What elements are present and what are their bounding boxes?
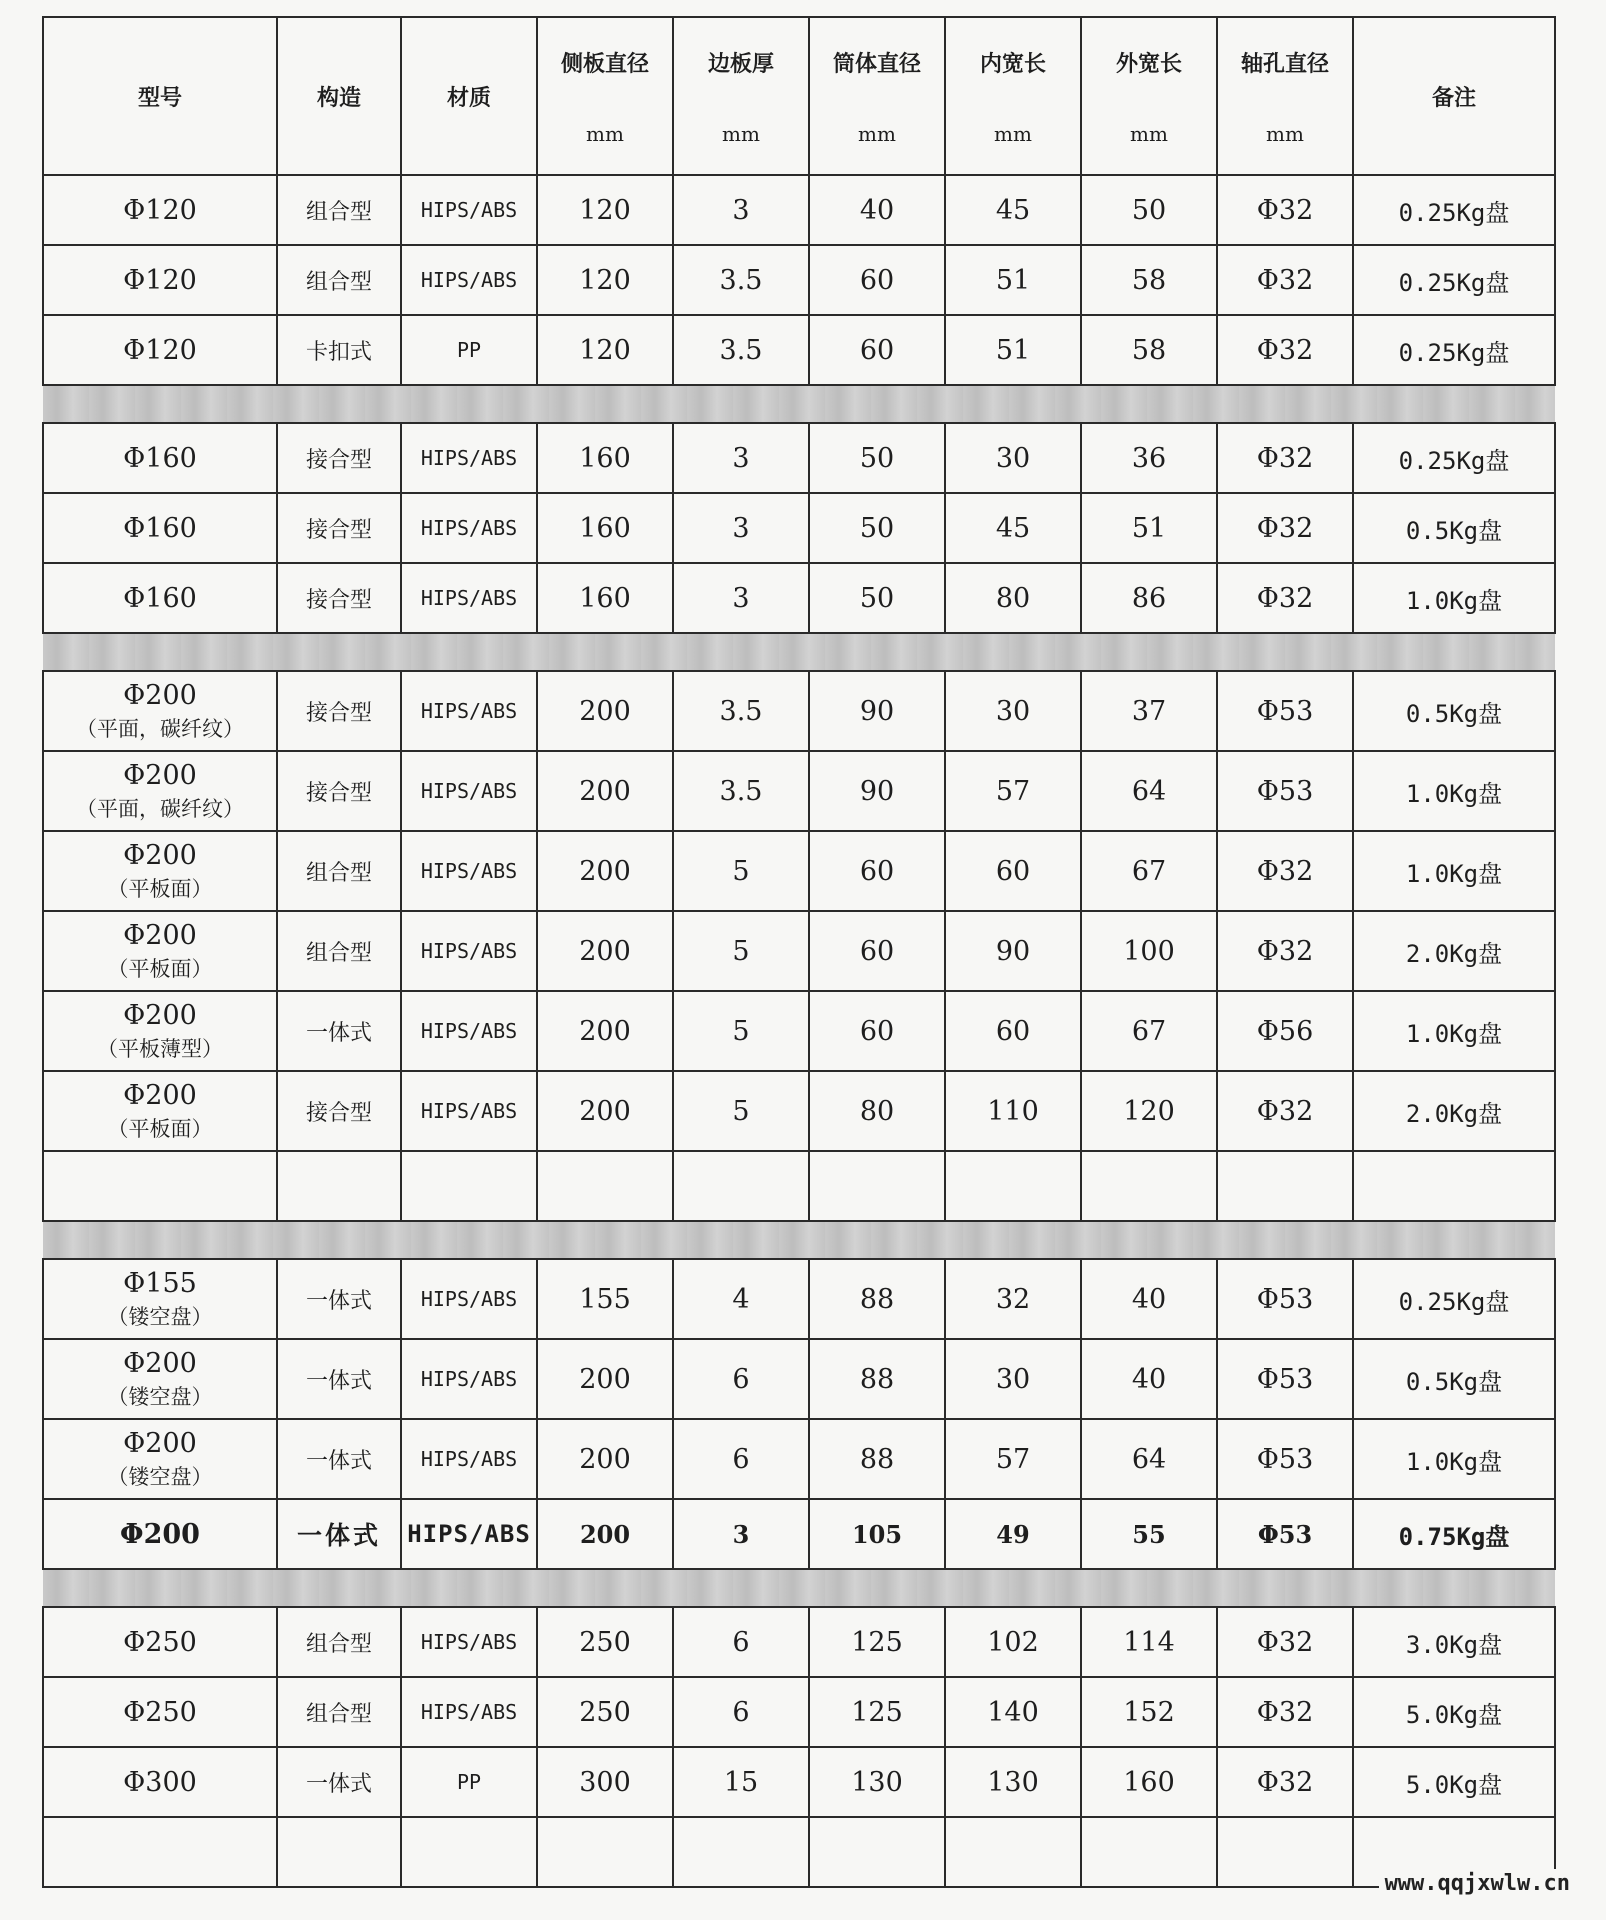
- cell-barrel-diameter: 60: [809, 911, 945, 991]
- header-barrel-diameter: 筒体直径 mm: [809, 17, 945, 175]
- cell-note: 0.75Kg盘: [1353, 1499, 1555, 1569]
- cell-material: HIPS/ABS: [401, 245, 537, 315]
- separator-band: [43, 1221, 1555, 1259]
- cell-side-thickness: 3.5: [673, 671, 809, 751]
- cell-shaft-hole: Φ32: [1217, 1607, 1353, 1677]
- cell-side-diameter: 200: [537, 1419, 673, 1499]
- cell-material: HIPS/ABS: [401, 911, 537, 991]
- cell-structure: 一体式: [277, 1259, 401, 1339]
- cell-outer-width: 100: [1081, 911, 1217, 991]
- cell-inner-width: 130: [945, 1747, 1081, 1817]
- blank-cell: [809, 1817, 945, 1887]
- cell-side-diameter: 120: [537, 245, 673, 315]
- cell-side-thickness: 3: [673, 493, 809, 563]
- table-row: [43, 831, 1555, 911]
- model-sub-label: （平板面）: [107, 1116, 213, 1141]
- cell-note: 1.0Kg盘: [1353, 831, 1555, 911]
- cell-model: [43, 245, 277, 315]
- cell-side-diameter: 160: [537, 493, 673, 563]
- cell-barrel-diameter: 50: [809, 423, 945, 493]
- model-label: Φ200: [123, 1427, 197, 1459]
- cell-inner-width: 32: [945, 1259, 1081, 1339]
- cell-side-thickness: 15: [673, 1747, 809, 1817]
- cell-shaft-hole: Φ32: [1217, 1747, 1353, 1817]
- cell-side-thickness: 4: [673, 1259, 809, 1339]
- model-label: Φ160: [123, 582, 197, 614]
- cell-model: [43, 1677, 277, 1747]
- group-separator: [43, 633, 1555, 671]
- cell-barrel-diameter: 60: [809, 245, 945, 315]
- cell-structure: 组合型: [277, 1677, 401, 1747]
- cell-barrel-diameter: 60: [809, 991, 945, 1071]
- cell-note: 0.25Kg盘: [1353, 315, 1555, 385]
- cell-structure: 接合型: [277, 563, 401, 633]
- header-model: 型号: [43, 17, 277, 175]
- table-row: [43, 563, 1555, 633]
- cell-outer-width: 67: [1081, 831, 1217, 911]
- cell-side-thickness: 5: [673, 911, 809, 991]
- cell-inner-width: 45: [945, 493, 1081, 563]
- cell-structure: 一体式: [277, 1419, 401, 1499]
- cell-structure: 组合型: [277, 1607, 401, 1677]
- cell-structure: 接合型: [277, 493, 401, 563]
- cell-note: 0.25Kg盘: [1353, 1259, 1555, 1339]
- blank-cell: [277, 1151, 401, 1221]
- cell-shaft-hole: Φ53: [1217, 751, 1353, 831]
- cell-inner-width: 80: [945, 563, 1081, 633]
- cell-side-diameter: 200: [537, 671, 673, 751]
- table-row: [43, 1677, 1555, 1747]
- table-row: [43, 1419, 1555, 1499]
- cell-structure: 接合型: [277, 671, 401, 751]
- model-label: Φ120: [123, 264, 197, 296]
- blank-cell: [401, 1817, 537, 1887]
- cell-side-diameter: 200: [537, 1339, 673, 1419]
- cell-shaft-hole: Φ32: [1217, 831, 1353, 911]
- header-note: 备注: [1353, 17, 1555, 175]
- cell-model: [43, 423, 277, 493]
- model-label: Φ250: [123, 1626, 197, 1658]
- cell-side-thickness: 6: [673, 1339, 809, 1419]
- cell-shaft-hole: Φ32: [1217, 245, 1353, 315]
- cell-side-diameter: 200: [537, 1499, 673, 1569]
- cell-note: 0.5Kg盘: [1353, 671, 1555, 751]
- header-row: [43, 17, 1555, 175]
- cell-side-diameter: 200: [537, 991, 673, 1071]
- table-row: [43, 1259, 1555, 1339]
- model-label: Φ200: [123, 1347, 197, 1379]
- cell-structure: 组合型: [277, 245, 401, 315]
- model-label: Φ200: [123, 839, 197, 871]
- table-row: [43, 671, 1555, 751]
- cell-side-thickness: 3: [673, 563, 809, 633]
- cell-material: HIPS/ABS: [401, 1071, 537, 1151]
- cell-structure: 卡扣式: [277, 315, 401, 385]
- model-label: Φ200: [123, 919, 197, 951]
- group-separator: [43, 385, 1555, 423]
- cell-outer-width: 160: [1081, 1747, 1217, 1817]
- cell-side-diameter: 250: [537, 1677, 673, 1747]
- cell-shaft-hole: Φ32: [1217, 1677, 1353, 1747]
- cell-inner-width: 60: [945, 831, 1081, 911]
- cell-inner-width: 30: [945, 1339, 1081, 1419]
- cell-structure: 接合型: [277, 1071, 401, 1151]
- header-structure: 构造: [277, 17, 401, 175]
- cell-shaft-hole: Φ32: [1217, 563, 1353, 633]
- cell-note: 3.0Kg盘: [1353, 1607, 1555, 1677]
- cell-shaft-hole: Φ56: [1217, 991, 1353, 1071]
- table-row: [43, 911, 1555, 991]
- cell-model: [43, 991, 277, 1071]
- model-label: Φ160: [123, 512, 197, 544]
- model-label: Φ160: [123, 442, 197, 474]
- cell-outer-width: 40: [1081, 1259, 1217, 1339]
- blank-cell: [673, 1151, 809, 1221]
- model-label: Φ300: [123, 1766, 197, 1798]
- cell-inner-width: 45: [945, 175, 1081, 245]
- cell-material: HIPS/ABS: [401, 423, 537, 493]
- cell-material: HIPS/ABS: [401, 1607, 537, 1677]
- blank-row: [43, 1151, 1555, 1221]
- cell-shaft-hole: Φ32: [1217, 911, 1353, 991]
- cell-inner-width: 49: [945, 1499, 1081, 1569]
- cell-model: [43, 315, 277, 385]
- cell-material: HIPS/ABS: [401, 831, 537, 911]
- spec-table: [42, 16, 1556, 1888]
- cell-barrel-diameter: 88: [809, 1419, 945, 1499]
- cell-structure: 一体式: [277, 1339, 401, 1419]
- cell-shaft-hole: Φ32: [1217, 175, 1353, 245]
- cell-side-thickness: 6: [673, 1419, 809, 1499]
- cell-inner-width: 51: [945, 315, 1081, 385]
- cell-shaft-hole: Φ53: [1217, 671, 1353, 751]
- cell-inner-width: 30: [945, 423, 1081, 493]
- cell-inner-width: 102: [945, 1607, 1081, 1677]
- cell-note: 0.25Kg盘: [1353, 175, 1555, 245]
- cell-barrel-diameter: 130: [809, 1747, 945, 1817]
- cell-barrel-diameter: 88: [809, 1259, 945, 1339]
- cell-barrel-diameter: 125: [809, 1677, 945, 1747]
- cell-note: 1.0Kg盘: [1353, 563, 1555, 633]
- cell-side-thickness: 3.5: [673, 315, 809, 385]
- blank-cell: [277, 1817, 401, 1887]
- cell-side-thickness: 6: [673, 1607, 809, 1677]
- table-row: [43, 1607, 1555, 1677]
- blank-cell: [1081, 1817, 1217, 1887]
- cell-barrel-diameter: 50: [809, 563, 945, 633]
- cell-barrel-diameter: 80: [809, 1071, 945, 1151]
- model-label: Φ200: [123, 759, 197, 791]
- cell-material: HIPS/ABS: [401, 1499, 537, 1569]
- cell-outer-width: 152: [1081, 1677, 1217, 1747]
- model-sub-label: （平板薄型）: [97, 1036, 223, 1061]
- cell-side-thickness: 3.5: [673, 751, 809, 831]
- cell-material: HIPS/ABS: [401, 751, 537, 831]
- cell-material: HIPS/ABS: [401, 991, 537, 1071]
- cell-model: [43, 671, 277, 751]
- cell-barrel-diameter: 40: [809, 175, 945, 245]
- cell-model: [43, 1071, 277, 1151]
- cell-barrel-diameter: 90: [809, 751, 945, 831]
- table-row: [43, 1747, 1555, 1817]
- cell-outer-width: 58: [1081, 245, 1217, 315]
- cell-barrel-diameter: 60: [809, 315, 945, 385]
- blank-cell: [945, 1151, 1081, 1221]
- model-sub-label: （平板面）: [107, 876, 213, 901]
- blank-cell: [401, 1151, 537, 1221]
- cell-outer-width: 64: [1081, 751, 1217, 831]
- header-side-thickness: 边板厚 mm: [673, 17, 809, 175]
- cell-note: 2.0Kg盘: [1353, 911, 1555, 991]
- cell-side-diameter: 300: [537, 1747, 673, 1817]
- cell-note: 0.25Kg盘: [1353, 245, 1555, 315]
- cell-material: HIPS/ABS: [401, 1419, 537, 1499]
- model-sub-label: （镂空盘）: [107, 1384, 213, 1409]
- cell-barrel-diameter: 88: [809, 1339, 945, 1419]
- model-label: Φ200: [120, 1518, 200, 1550]
- cell-side-thickness: 3: [673, 1499, 809, 1569]
- header-material: 材质: [401, 17, 537, 175]
- cell-structure: 一体式: [277, 1747, 401, 1817]
- table-row: [43, 1339, 1555, 1419]
- cell-shaft-hole: Φ53: [1217, 1259, 1353, 1339]
- cell-side-diameter: 200: [537, 1071, 673, 1151]
- cell-inner-width: 30: [945, 671, 1081, 751]
- cell-note: 5.0Kg盘: [1353, 1677, 1555, 1747]
- model-label: Φ200: [123, 1079, 197, 1111]
- cell-side-thickness: 3.5: [673, 245, 809, 315]
- cell-structure: 一体式: [277, 991, 401, 1071]
- cell-note: 0.5Kg盘: [1353, 1339, 1555, 1419]
- cell-barrel-diameter: 60: [809, 831, 945, 911]
- cell-structure: 接合型: [277, 423, 401, 493]
- cell-structure: 组合型: [277, 831, 401, 911]
- cell-note: 0.25Kg盘: [1353, 423, 1555, 493]
- cell-outer-width: 114: [1081, 1607, 1217, 1677]
- model-label: Φ155: [123, 1267, 197, 1299]
- model-label: Φ120: [123, 334, 197, 366]
- separator-band: [43, 1569, 1555, 1607]
- blank-cell: [537, 1817, 673, 1887]
- cell-shaft-hole: Φ32: [1217, 493, 1353, 563]
- table-row: [43, 493, 1555, 563]
- table-row: [43, 423, 1555, 493]
- cell-outer-width: 67: [1081, 991, 1217, 1071]
- cell-material: HIPS/ABS: [401, 671, 537, 751]
- model-label: Φ250: [123, 1696, 197, 1728]
- cell-barrel-diameter: 90: [809, 671, 945, 751]
- cell-note: 1.0Kg盘: [1353, 1419, 1555, 1499]
- cell-side-thickness: 5: [673, 991, 809, 1071]
- separator-band: [43, 633, 1555, 671]
- blank-cell: [43, 1817, 277, 1887]
- cell-outer-width: 50: [1081, 175, 1217, 245]
- cell-structure: 接合型: [277, 751, 401, 831]
- blank-cell: [809, 1151, 945, 1221]
- cell-model: [43, 751, 277, 831]
- blank-cell: [945, 1817, 1081, 1887]
- cell-outer-width: 86: [1081, 563, 1217, 633]
- table-row: [43, 751, 1555, 831]
- cell-barrel-diameter: 105: [809, 1499, 945, 1569]
- cell-note: 2.0Kg盘: [1353, 1071, 1555, 1151]
- model-sub-label: （镂空盘）: [107, 1304, 213, 1329]
- group-separator: [43, 1569, 1555, 1607]
- cell-note: 0.5Kg盘: [1353, 493, 1555, 563]
- model-label: Φ120: [123, 194, 197, 226]
- cell-inner-width: 60: [945, 991, 1081, 1071]
- cell-shaft-hole: Φ53: [1217, 1339, 1353, 1419]
- cell-outer-width: 51: [1081, 493, 1217, 563]
- cell-structure: 一体式: [277, 1499, 401, 1569]
- cell-side-diameter: 200: [537, 831, 673, 911]
- blank-cell: [43, 1151, 277, 1221]
- cell-shaft-hole: Φ32: [1217, 1071, 1353, 1151]
- cell-side-thickness: 3: [673, 423, 809, 493]
- cell-model: [43, 1339, 277, 1419]
- cell-model: [43, 493, 277, 563]
- cell-structure: 组合型: [277, 911, 401, 991]
- cell-outer-width: 64: [1081, 1419, 1217, 1499]
- cell-note: 1.0Kg盘: [1353, 751, 1555, 831]
- cell-inner-width: 110: [945, 1071, 1081, 1151]
- cell-material: HIPS/ABS: [401, 493, 537, 563]
- model-sub-label: （镂空盘）: [107, 1464, 213, 1489]
- cell-side-thickness: 3: [673, 175, 809, 245]
- cell-outer-width: 58: [1081, 315, 1217, 385]
- table-row: [43, 1071, 1555, 1151]
- blank-cell: [537, 1151, 673, 1221]
- header-inner-width: 内宽长 mm: [945, 17, 1081, 175]
- cell-model: [43, 831, 277, 911]
- table-row: [43, 175, 1555, 245]
- header-shaft-hole: 轴孔直径 mm: [1217, 17, 1353, 175]
- cell-model: [43, 1607, 277, 1677]
- watermark: www.qqjxwlw.cn: [1379, 1869, 1576, 1898]
- cell-outer-width: 55: [1081, 1499, 1217, 1569]
- blank-cell: [1217, 1151, 1353, 1221]
- cell-model: [43, 563, 277, 633]
- cell-outer-width: 36: [1081, 423, 1217, 493]
- model-label: Φ200: [123, 999, 197, 1031]
- cell-note: 5.0Kg盘: [1353, 1747, 1555, 1817]
- cell-material: PP: [401, 1747, 537, 1817]
- blank-cell: [1217, 1817, 1353, 1887]
- table-row: [43, 245, 1555, 315]
- cell-note: 1.0Kg盘: [1353, 991, 1555, 1071]
- table-row: [43, 315, 1555, 385]
- cell-side-thickness: 5: [673, 1071, 809, 1151]
- cell-inner-width: 51: [945, 245, 1081, 315]
- cell-model: [43, 175, 277, 245]
- cell-outer-width: 120: [1081, 1071, 1217, 1151]
- cell-material: HIPS/ABS: [401, 175, 537, 245]
- cell-structure: 组合型: [277, 175, 401, 245]
- cell-material: HIPS/ABS: [401, 1259, 537, 1339]
- model-sub-label: （平面，碳纤纹）: [76, 716, 244, 741]
- cell-inner-width: 90: [945, 911, 1081, 991]
- cell-material: HIPS/ABS: [401, 1339, 537, 1419]
- cell-side-diameter: 120: [537, 175, 673, 245]
- group-separator: [43, 1221, 1555, 1259]
- cell-inner-width: 57: [945, 1419, 1081, 1499]
- model-label: Φ200: [123, 679, 197, 711]
- spec-table-body: [43, 175, 1555, 1887]
- cell-inner-width: 140: [945, 1677, 1081, 1747]
- cell-side-diameter: 160: [537, 563, 673, 633]
- cell-side-diameter: 200: [537, 751, 673, 831]
- cell-model: [43, 1259, 277, 1339]
- cell-side-diameter: 155: [537, 1259, 673, 1339]
- blank-cell: [1353, 1151, 1555, 1221]
- cell-shaft-hole: Φ32: [1217, 423, 1353, 493]
- model-sub-label: （平面，碳纤纹）: [76, 796, 244, 821]
- cell-outer-width: 37: [1081, 671, 1217, 751]
- cell-side-thickness: 5: [673, 831, 809, 911]
- cell-side-diameter: 250: [537, 1607, 673, 1677]
- cell-side-diameter: 120: [537, 315, 673, 385]
- cell-barrel-diameter: 50: [809, 493, 945, 563]
- cell-shaft-hole: Φ32: [1217, 315, 1353, 385]
- cell-model: [43, 1419, 277, 1499]
- header-side-diameter: 侧板直径 mm: [537, 17, 673, 175]
- header-outer-width: 外宽长 mm: [1081, 17, 1217, 175]
- cell-side-diameter: 160: [537, 423, 673, 493]
- table-row: [43, 1499, 1555, 1569]
- blank-cell: [673, 1817, 809, 1887]
- model-sub-label: （平板面）: [107, 956, 213, 981]
- cell-side-thickness: 6: [673, 1677, 809, 1747]
- cell-material: PP: [401, 315, 537, 385]
- table-row: [43, 991, 1555, 1071]
- cell-model: [43, 1499, 277, 1569]
- blank-row: [43, 1817, 1555, 1887]
- cell-inner-width: 57: [945, 751, 1081, 831]
- cell-model: [43, 1747, 277, 1817]
- blank-cell: [1081, 1151, 1217, 1221]
- cell-model: [43, 911, 277, 991]
- cell-barrel-diameter: 125: [809, 1607, 945, 1677]
- cell-material: HIPS/ABS: [401, 563, 537, 633]
- cell-shaft-hole: Φ53: [1217, 1499, 1353, 1569]
- separator-band: [43, 385, 1555, 423]
- cell-side-diameter: 200: [537, 911, 673, 991]
- cell-material: HIPS/ABS: [401, 1677, 537, 1747]
- cell-shaft-hole: Φ53: [1217, 1419, 1353, 1499]
- cell-outer-width: 40: [1081, 1339, 1217, 1419]
